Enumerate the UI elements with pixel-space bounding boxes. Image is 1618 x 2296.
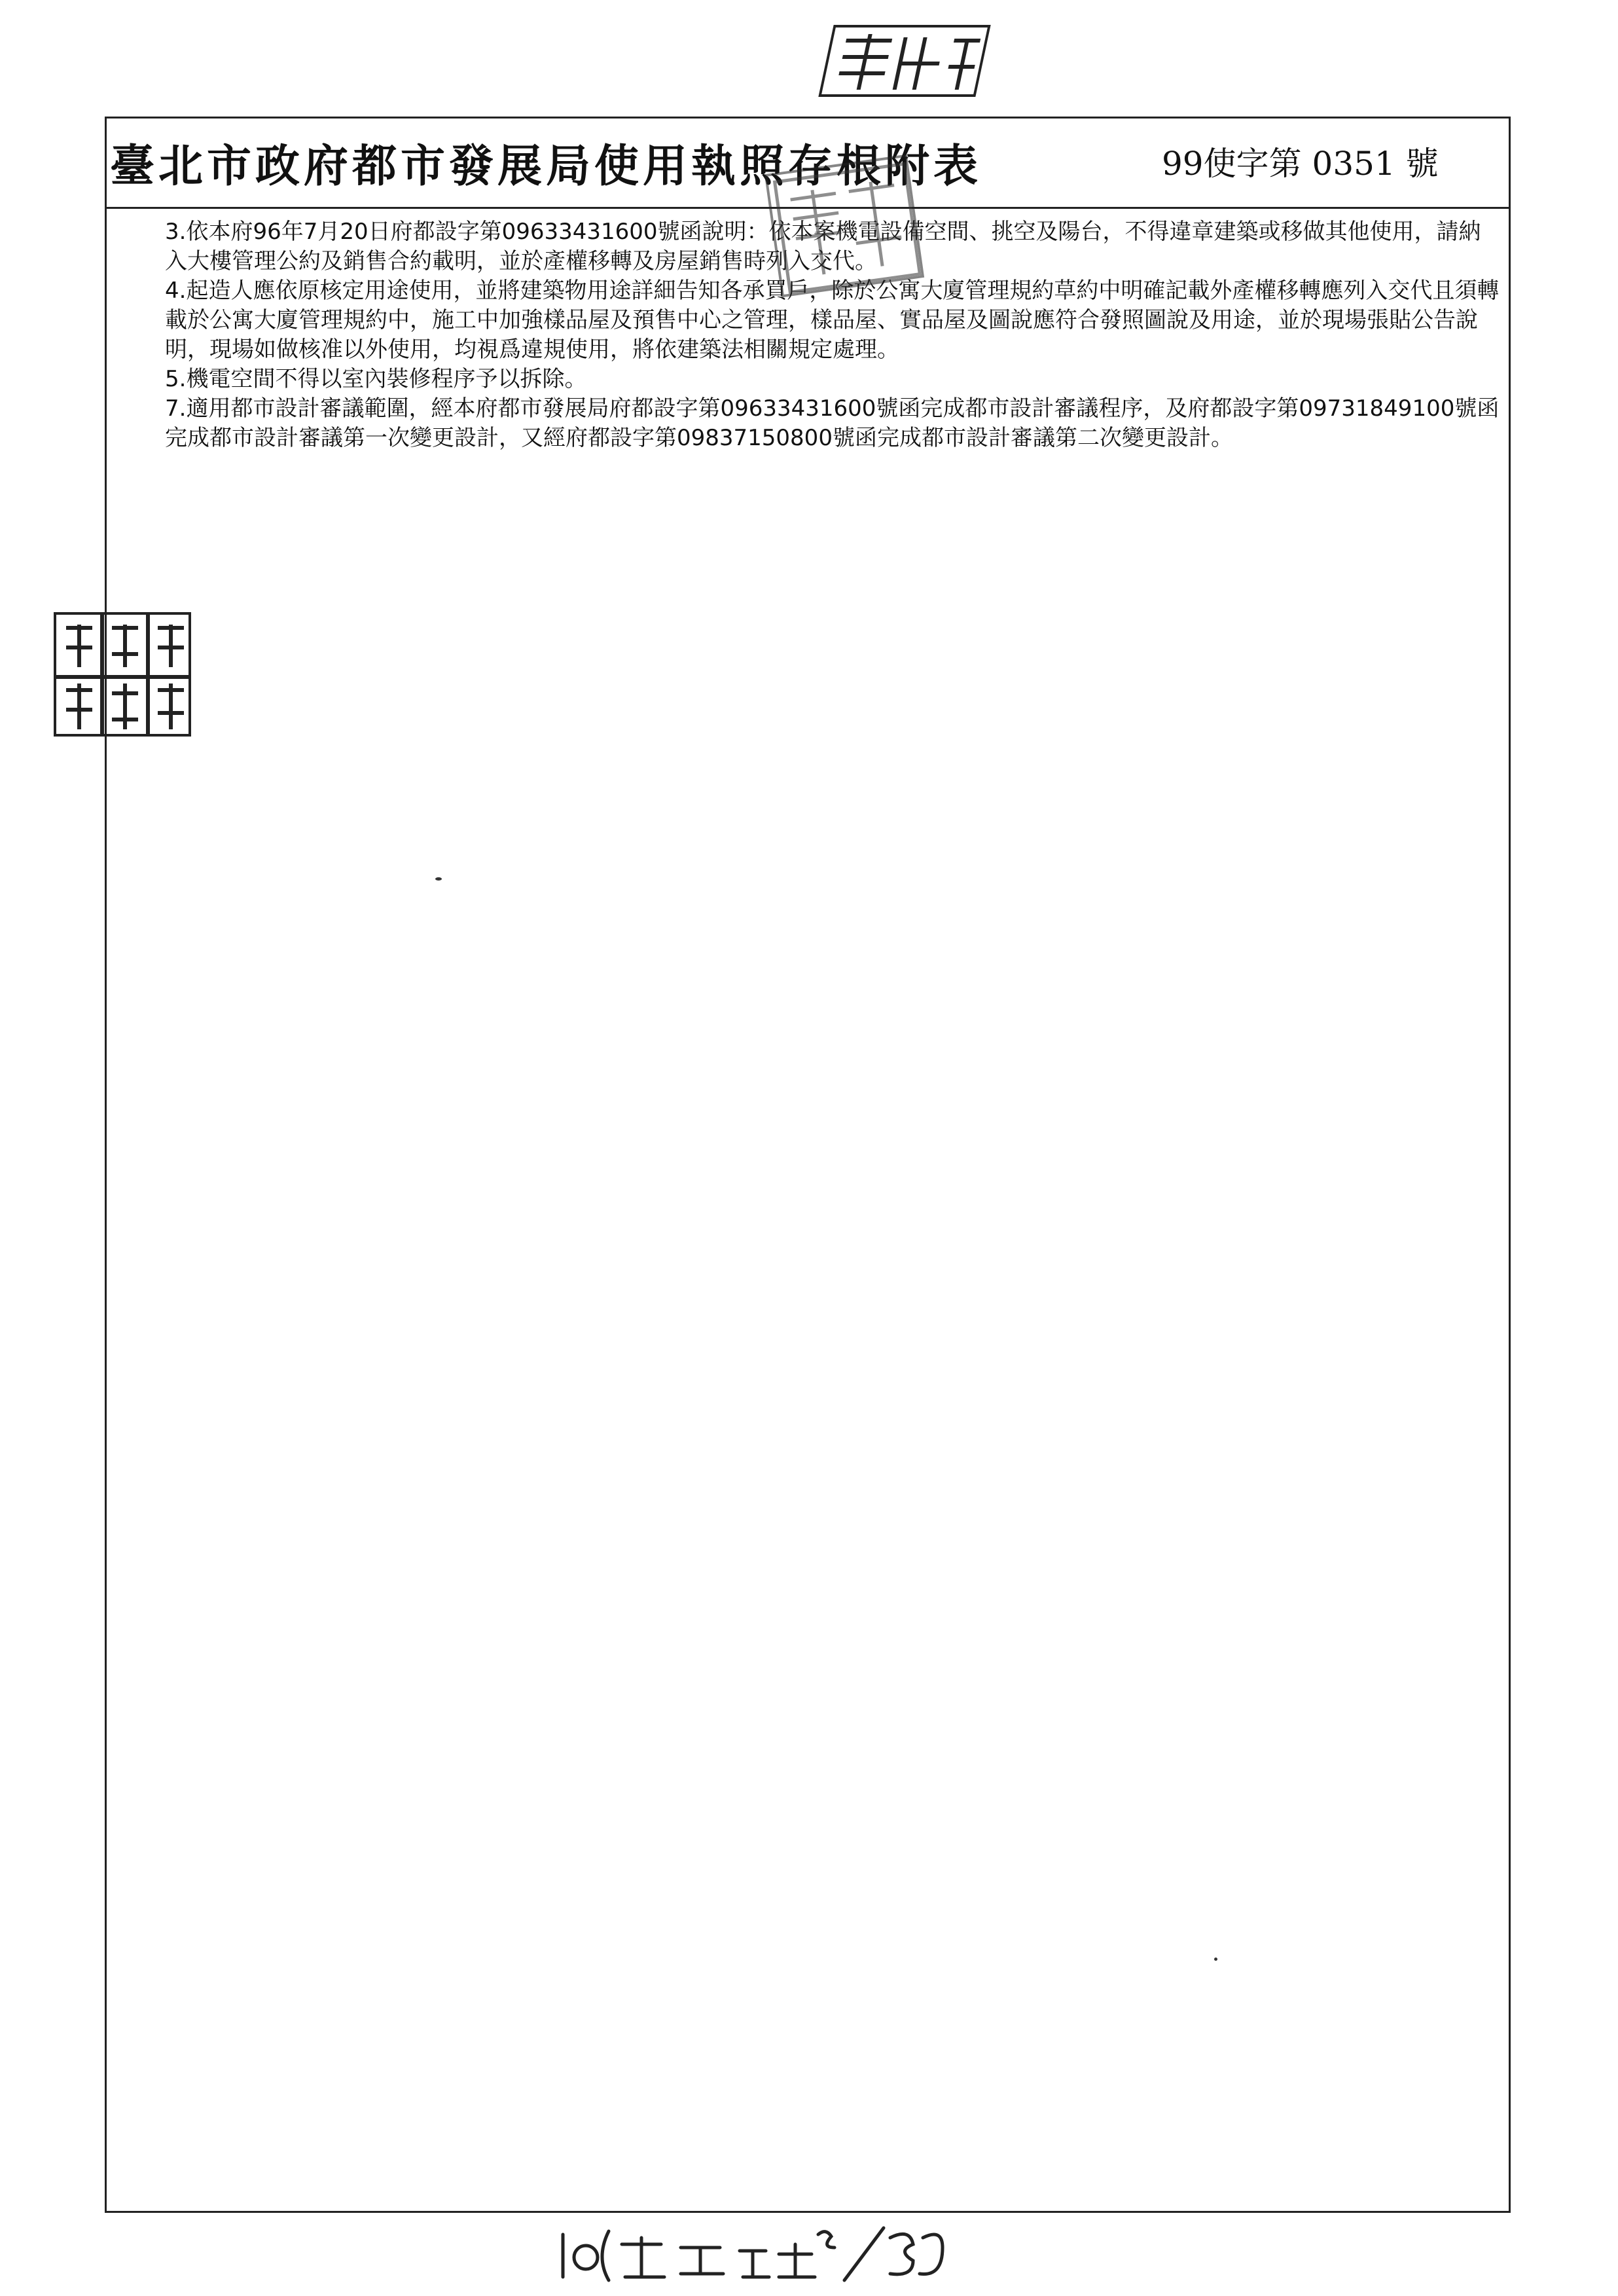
note-item: 3.依本府96年7月20日府都設字第09633431600號函說明：依本案機電設備空間、挑空及陽台，不得違章建築或移做其他使用，請納入大樓管理公約及銷售合約載明，並於產權移轉及房屋銷售時列入交代。	[165, 219, 1481, 274]
note-item: 7.適用都市設計審議範圍，經本府都市發展局府都設字第09633431600號函完成都市設計審議程序，及府都設字第09731849100號函完成都市設計審議第一次變更設計，又經府都設字第09837150800號函完成都市設計審議第二次變更設計。	[165, 395, 1500, 451]
document-number: 99使字第 0351 號	[1162, 145, 1439, 183]
document-title: 臺北市政府都市發展局使用執照存根附表	[110, 140, 982, 192]
seal-stamp-left-icon	[56, 615, 191, 737]
seal-stamp-top	[818, 25, 990, 97]
note-item: 4.起造人應依原核定用途使用，並將建築物用途詳細告知各承買戶，除於公寓大廈管理規約草約中明確記載外產權移轉應列入交代且須轉載於公寓大廈管理規約中，施工中加強樣品屋及預售中心之管理，樣品屋、實品屋及圖說應符合發照圖說及用途，並於現場張貼公告說明，現場如做核准以外使用，均視爲違規使用，將依建築法相關規定處理。	[165, 278, 1500, 363]
seal-stamp-top-icon	[820, 27, 990, 97]
scan-speck	[435, 877, 442, 881]
seal-stamp-overlay	[764, 155, 924, 298]
handwritten-mark-icon	[556, 2225, 949, 2284]
seal-stamp-left	[54, 612, 191, 737]
handwritten-mark	[556, 2225, 949, 2293]
seal-stamp-overlay-icon	[767, 156, 924, 297]
note-item: 5.機電空間不得以室內裝修程序予以拆除。	[165, 366, 587, 392]
scan-speck	[1214, 1958, 1217, 1961]
